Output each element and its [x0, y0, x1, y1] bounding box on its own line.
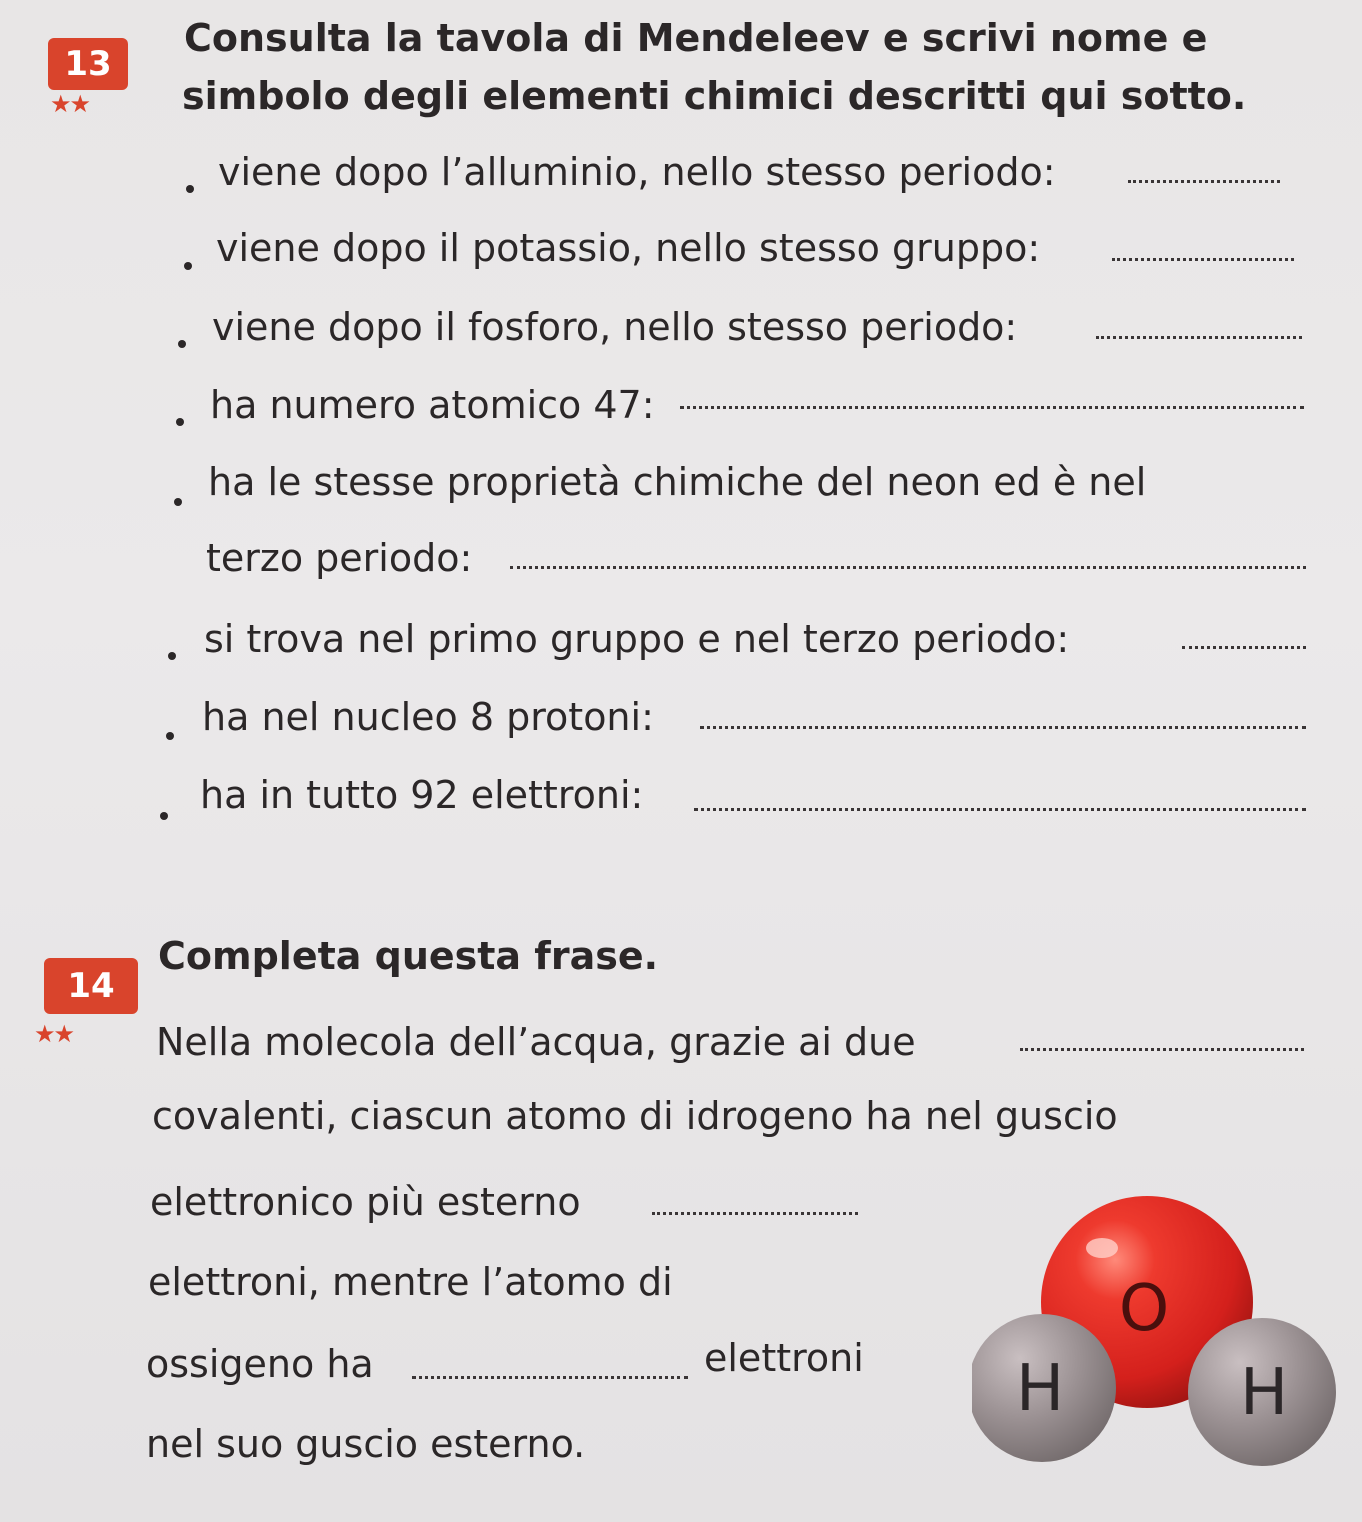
hydrogen-left-label: H — [1015, 1352, 1065, 1426]
bullet — [178, 340, 186, 348]
answer-blank[interactable] — [1128, 180, 1280, 183]
sentence-line-3: elettronico più esterno — [150, 1180, 581, 1224]
exercise-13-number-badge: 13 — [48, 38, 128, 90]
bullet — [184, 262, 192, 270]
item-phosphorus: viene dopo il fosforo, nello stesso periodo: — [212, 305, 1018, 349]
answer-blank[interactable] — [694, 808, 1306, 811]
item-potassium: viene dopo il potassio, nello stesso gruppo: — [216, 226, 1041, 270]
item-92-electrons: ha in tutto 92 elettroni: — [200, 773, 644, 817]
answer-blank[interactable] — [1112, 258, 1294, 261]
answer-blank[interactable] — [510, 566, 1306, 569]
oxygen-label: O — [1118, 1272, 1170, 1346]
exercise-14-number-badge: 14 — [44, 958, 138, 1014]
item-aluminium: viene dopo l’alluminio, nello stesso periodo: — [218, 150, 1056, 194]
exercise-14-difficulty-stars: ★★ — [34, 1020, 74, 1048]
item-atomic-number-47: ha numero atomico 47: — [210, 383, 655, 427]
item-neon-line-1: ha le stesse proprietà chimiche del neon ed è nel — [208, 460, 1147, 504]
bullet — [186, 185, 194, 193]
bullet — [168, 652, 176, 660]
answer-blank[interactable] — [1182, 646, 1306, 649]
exercise-13-title-line-2: simbolo degli elementi chimici descritti qui sotto. — [182, 74, 1247, 118]
answer-blank[interactable] — [1020, 1048, 1304, 1051]
sentence-line-5: ossigeno ha — [146, 1342, 374, 1386]
item-8-protons: ha nel nucleo 8 protoni: — [202, 695, 654, 739]
sentence-line-4: elettroni, mentre l’atomo di — [148, 1260, 673, 1304]
bullet — [166, 732, 174, 740]
water-molecule-illustration — [972, 1190, 1344, 1520]
answer-blank[interactable] — [1096, 336, 1302, 339]
answer-blank[interactable] — [652, 1212, 858, 1215]
answer-blank[interactable] — [700, 726, 1306, 729]
item-group-1-period-3: si trova nel primo gruppo e nel terzo periodo: — [204, 617, 1070, 661]
sentence-line-1: Nella molecola dell’acqua, grazie ai due — [156, 1020, 916, 1064]
exercise-13-difficulty-stars: ★★ — [50, 90, 90, 118]
sentence-line-2: covalenti, ciascun atomo di idrogeno ha nel guscio — [152, 1094, 1118, 1138]
sentence-line-5-end: elettroni — [704, 1336, 864, 1380]
exercise-14-title: Completa questa frase. — [158, 934, 659, 978]
exercise-13-title-line-1: Consulta la tavola di Mendeleev e scrivi nome e — [184, 16, 1208, 60]
sentence-line-6: nel suo guscio esterno. — [146, 1422, 586, 1466]
bullet — [176, 418, 184, 426]
bullet — [160, 812, 168, 820]
answer-blank[interactable] — [680, 406, 1304, 409]
hydrogen-right-label: H — [1239, 1356, 1289, 1430]
item-neon-line-2: terzo periodo: — [206, 536, 473, 580]
answer-blank[interactable] — [412, 1376, 688, 1379]
bullet — [174, 498, 182, 506]
